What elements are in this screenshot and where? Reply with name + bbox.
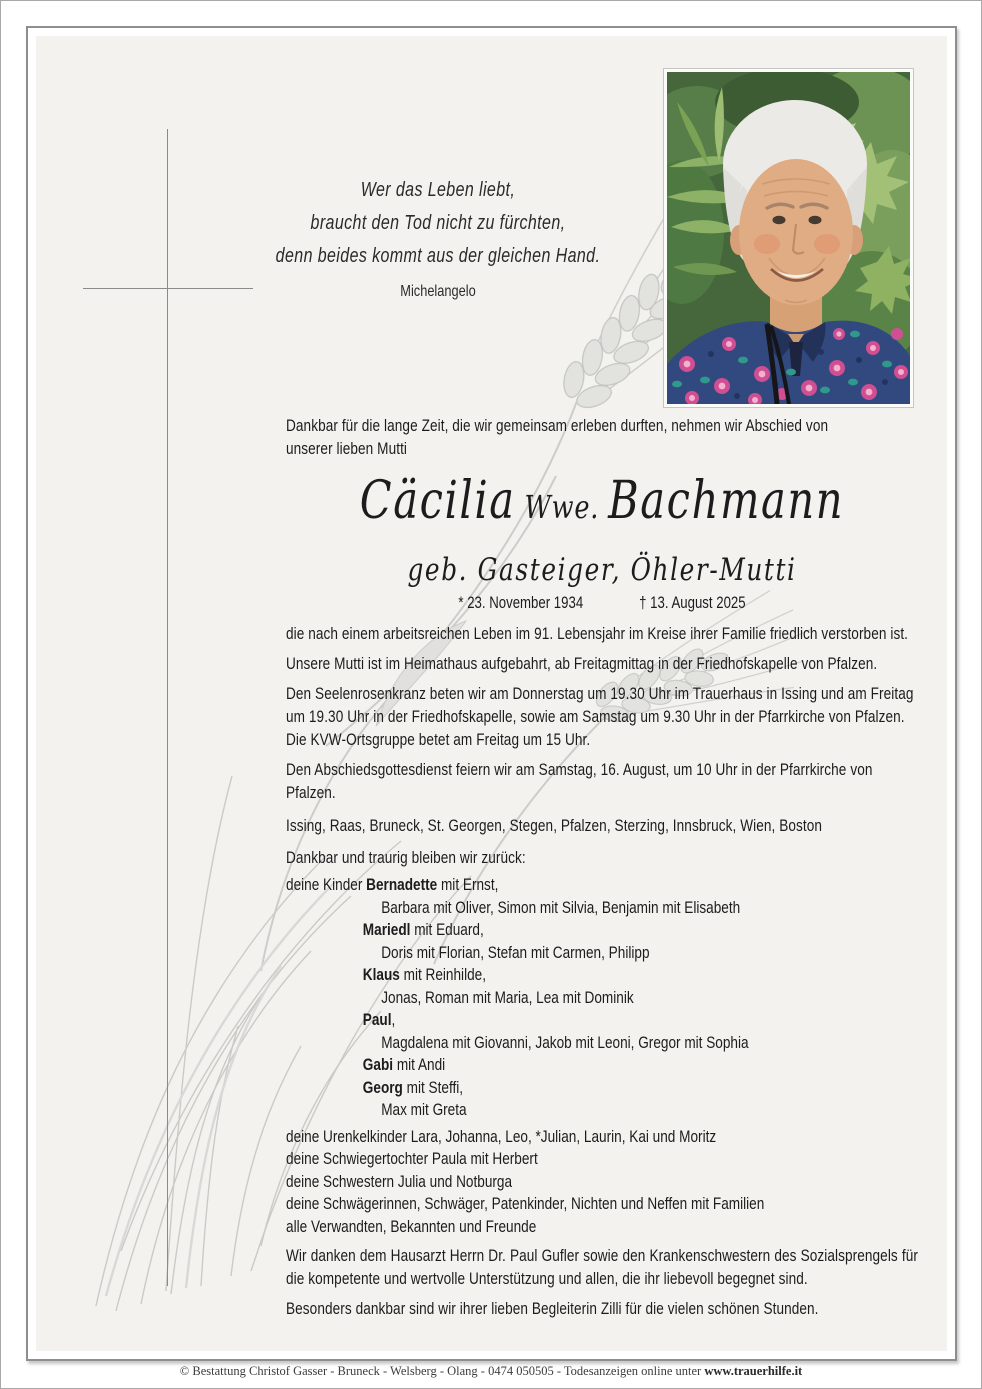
family-line-rest: mit Reinhilde, xyxy=(399,965,487,984)
maiden-name-line: geb. Gasteiger, Öhler-Mutti xyxy=(407,552,797,588)
family-line xyxy=(381,987,918,1010)
child-name: Gabi xyxy=(362,1055,394,1074)
mourners-intro: Dankbar und traurig bleiben wir zurück: xyxy=(286,848,526,867)
quote-line: braucht den Tod nicht zu fürchten, xyxy=(310,212,566,234)
family-line xyxy=(381,897,918,920)
family-line-prefix: deine Kinder xyxy=(286,875,367,894)
laying-out-paragraph: Unsere Mutti ist im Heimathaus aufgebahrt, ab Freitagmittag in der Friedhofskapelle von Pfalzen. xyxy=(286,654,878,673)
child-name: Georg xyxy=(362,1077,403,1097)
family-line-rest: mit Eduard, xyxy=(410,920,484,939)
footer-text: © Bestattung Christof Gasser - Bruneck - Welsberg - Olang - 0474 050505 - Todesanzeigen online unter xyxy=(179,1364,705,1378)
birth-date: * 23. November 1934 xyxy=(458,594,584,612)
quote-line: denn beides kommt aus der gleichen Hand. xyxy=(275,245,601,267)
family-line-rest: , xyxy=(391,1010,396,1029)
intro-line-2: unserer lieben Mutti xyxy=(286,439,408,458)
intro-line-1: Dankbar für die lange Zeit, die wir gemeinsam erleben durften, nehmen wir Abschied von xyxy=(286,416,829,435)
card-paper xyxy=(36,36,947,1351)
footer-website: www.trauerhilfe.it xyxy=(704,1364,803,1378)
family-line xyxy=(381,942,918,965)
announcement-body xyxy=(286,414,918,1327)
grandchildren-line: Doris mit Florian, Stefan mit Carmen, Philipp xyxy=(381,942,650,962)
deceased-name xyxy=(286,466,918,548)
family-line xyxy=(363,1077,918,1100)
family-line xyxy=(381,1032,918,1055)
death-paragraph: die nach einem arbeitsreichen Leben im 91. Lebensjahr im Kreise ihrer Familie friedlich verstorben ist. xyxy=(286,624,909,643)
deceased-widow-title: Wwe. xyxy=(524,488,600,526)
companion-thanks-paragraph: Besonders dankbar sind wir ihrer lieben Begleiterin Zilli für die vielen schönen Stunden. xyxy=(286,1299,819,1318)
publisher-footer xyxy=(1,1364,981,1379)
child-name: Bernadette xyxy=(366,875,438,894)
grandchildren-line: Max mit Greta xyxy=(381,1100,467,1119)
relatives-list xyxy=(286,1126,918,1239)
family-line xyxy=(363,964,918,987)
relatives-line: deine Urenkelkinder Lara, Johanna, Leo, *Julian, Laurin, Kai und Moritz xyxy=(286,1126,717,1146)
child-name: Klaus xyxy=(362,965,400,984)
family-line xyxy=(381,1099,918,1122)
death-date: † 13. August 2025 xyxy=(639,594,746,612)
portrait-illustration xyxy=(667,72,910,404)
relatives-line: alle Verwandten, Bekannten und Freunde xyxy=(286,1216,537,1236)
child-name: Mariedl xyxy=(362,920,411,939)
card-frame xyxy=(26,26,957,1361)
quote-block xyxy=(118,174,758,303)
intro-text xyxy=(286,414,918,460)
deceased-last-name: Bachmann xyxy=(608,471,845,531)
thanks-paragraph: Wir danken dem Hausarzt Herrn Dr. Paul Gufler sowie den Krankenschwestern des Sozialsprengels für die kompetente und wertvolle Unterstützung und allen, die ihr liebevoll begegnet sind. xyxy=(286,1246,918,1288)
relatives-line: deine Schwägerinnen, Schwäger, Patenkinder, Nichten und Neffen mit Familien xyxy=(286,1194,765,1213)
rosary-paragraph: Den Seelenrosenkranz beten wir am Donnerstag um 19.30 Uhr im Trauerhaus in Issing und am Freitag um 19.30 Uhr in der Friedhofskapelle, sowie am Samstag um 9.30 Uhr in der Pfarrkirche von Pfalzen. Die KVW-Ortsgruppe betet am Freitag um 15 Uhr. xyxy=(286,684,914,749)
family-line-rest: mit Andi xyxy=(393,1055,446,1074)
deceased-first-name: Cäcilia xyxy=(359,471,516,531)
quote-line: Wer das Leben liebt, xyxy=(360,179,516,201)
family-line xyxy=(363,1054,918,1077)
family-line xyxy=(286,874,918,897)
family-line-rest: mit Steffi, xyxy=(402,1077,464,1097)
grandchildren-line: Jonas, Roman mit Maria, Lea mit Dominik xyxy=(381,987,634,1007)
places-line: Issing, Raas, Bruneck, St. Georgen, Stegen, Pfalzen, Sterzing, Innsbruck, Wien, Boston xyxy=(286,816,823,835)
relatives-line: deine Schwiegertochter Paula mit Herbert xyxy=(286,1149,538,1168)
grandchildren-line: Magdalena mit Giovanni, Jakob mit Leoni, Gregor mit Sophia xyxy=(381,1032,749,1052)
relatives-line: deine Schwestern Julia und Notburga xyxy=(286,1171,513,1191)
quote-author: Michelangelo xyxy=(400,283,476,300)
family-list xyxy=(286,874,918,1122)
family-line xyxy=(363,919,918,942)
family-line-rest: mit Ernst, xyxy=(437,875,499,894)
grandchildren-line: Barbara mit Oliver, Simon mit Silvia, Benjamin mit Elisabeth xyxy=(381,897,741,917)
child-name: Paul xyxy=(362,1010,392,1029)
family-line xyxy=(363,1009,918,1032)
portrait-photo xyxy=(664,69,913,407)
life-dates xyxy=(286,592,918,614)
funeral-paragraph: Den Abschiedsgottesdienst feiern wir am Samstag, 16. August, um 10 Uhr in der Pfarrkirche von Pfalzen. xyxy=(286,760,873,802)
